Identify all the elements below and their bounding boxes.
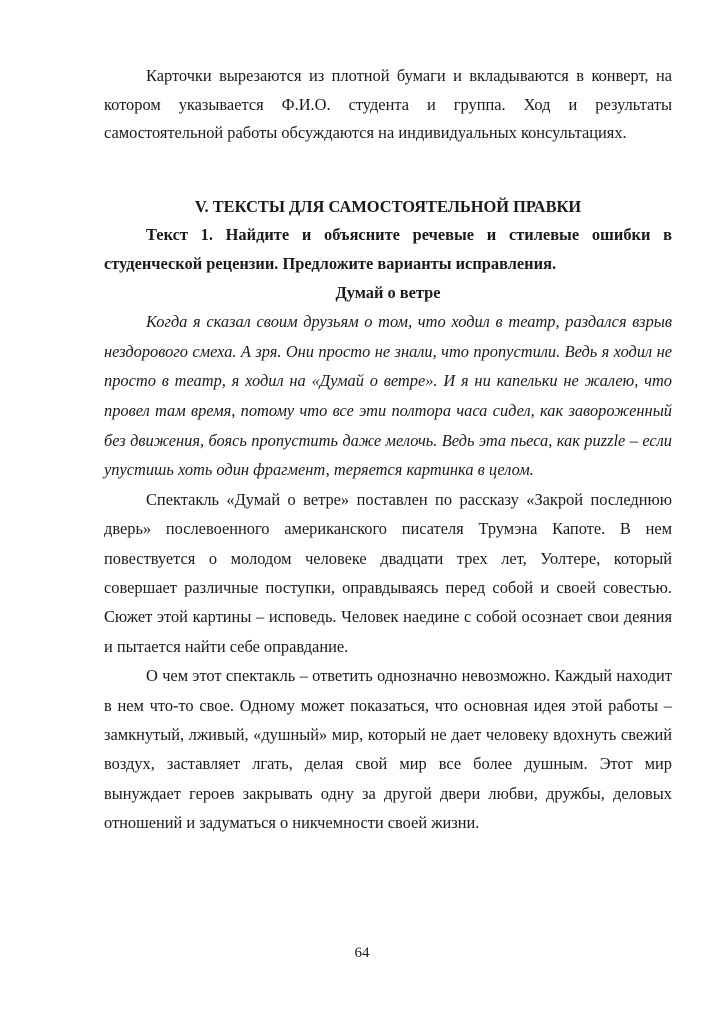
section-title: V. ТЕКСТЫ ДЛЯ САМОСТОЯТЕЛЬНОЙ ПРАВКИ [194,196,582,216]
task-instruction: Текст 1. Найдите и объясните речевые и стилевые ошибки в студенческой рецензии. Предложите варианты исправления. [104,225,672,273]
essay-paragraph-italic: Когда я сказал своим друзьям о том, что ходил в театр, раздался взрыв нездорового смеха. А зря. Они просто не знали, что пропустили. Ведь я ходил не просто в театр, я ходил на «Думай о ветре». И я ни капельки не жалею, что провел там время, потому что все эти полтора часа сидел, как завороженный без движения, боясь пропустить даже мелочь. Ведь эта пьеса, как puzzle – если упустишь хоть один фрагмент, теряется картинка в целом. [104,312,672,480]
essay-title: Думай о ветре [335,282,441,302]
page-number: 64 [354,945,370,961]
document-page [104,62,672,838]
essay-paragraph: Спектакль «Думай о ветре» поставлен по рассказу «Закрой последнюю дверь» послевоенного американского писателя Трумэна Капоте. В нем повествуется о молодом человеке двадцати трех лет, Уолтере, который совершает различные поступки, оправдываясь перед собой и своей совестью. Сюжет этой картины – исповедь. Человек наедине с собой осознает свои деяния и пытается найти себе оправдание. [104,489,672,656]
essay-paragraph: О чем этот спектакль – ответить однозначно невозможно. Каждый находит в нем что-то свое. Одному может показаться, что основная идея этой работы – замкнутый, лживый, «душный» мир, который не дает человеку вдохнуть свежий воздух, заставляет лгать, делая свой мир все более душным. Этот мир вынуждает героев закрывать одну за другой двери любви, дружбы, деловых отношений и задуматься о никчемности своей жизни. [104,666,672,833]
intro-paragraph: Карточки вырезаются из плотной бумаги и вкладываются в конверт, на котором указывается Ф.И.О. студента и группа. Ход и результаты самостоятельной работы обсуждаются на индивидуальных консультациях. [104,66,672,143]
